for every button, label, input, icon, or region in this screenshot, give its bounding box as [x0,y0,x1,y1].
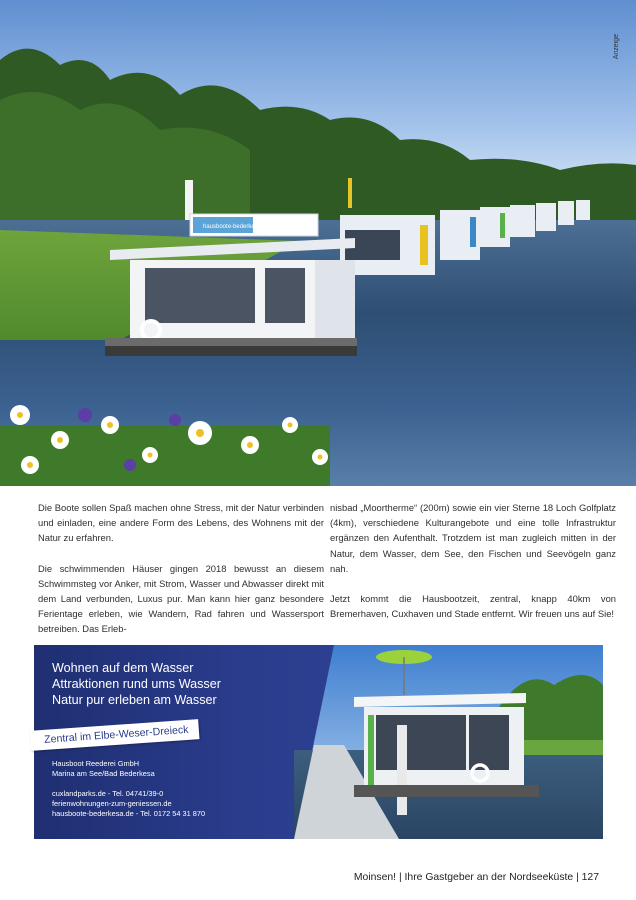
ad-contact-line[interactable]: ferienwohnungen-zum-geniessen.de [52,799,172,808]
ad-contacts [52,789,205,819]
page-footer: Moinsen! | Ihre Gastgeber an der Nordseeküste | 127 [353,872,599,883]
ad-headline-line: Attraktionen rund ums Wasser [52,677,221,691]
photo-sign-text: hausboote-bederkesa.de [203,224,270,230]
photo-houseboat-front [105,224,357,356]
anzeige-label: Anzeige [613,34,620,60]
ad-company-line: Marina am See/Bad Bederkesa [52,769,155,778]
article-paragraph: Die schwimmenden Häuser gingen 2018 bewusst an diesem Schwimmsteg vor Anker, mit Strom, Wasser und Abwasser direkt mit dem Land verbunden, Luxus pur. Man kann hier ganz besondere Ferientage erleben, wie Wandern, Rad fahren und Wassersport betreiben. Das Erleb- [38,562,324,635]
ad-photo-houseboat [294,645,603,839]
advertisement-box [34,645,603,839]
article-column-right [330,500,616,636]
article-column-left [38,500,324,652]
article-paragraph: Die Boote sollen Spaß machen ohne Stress, mit der Natur verbinden und einladen, eine andere Form des Lebens, des Wohnens mit der Natur zu erfahren. [38,502,324,544]
ad-headline-line: Natur pur erleben am Wasser [52,693,217,707]
ad-company-info [52,759,155,779]
ad-company-line: Hausboot Reederei GmbH [52,759,140,768]
article-paragraph: Jetzt kommt die Hausbootzeit, zentral, knapp 40km von Bremerhaven, Cuxhaven und Stade entfernt. Wir freuen uns auf Sie! [330,593,616,620]
ad-banner: Zentral im Elbe-Weser-Dreieck [30,719,200,751]
article-paragraph: nisbad „Moortherme“ (200m) sowie ein vier Sterne 18 Loch Golfplatz (4km), verschiedene Kulturangebote und eine tolle Infrastruktur ergänzen den Aufenthalt. Trotzdem ist man zugleich mitten in der Natur, dem Wasser, dem See, den Fischen und Seevögeln ganz nah. [330,502,616,574]
photo-flowers [0,395,360,486]
ad-headline-line: Wohnen auf dem Wasser [52,661,194,675]
ad-contact-line[interactable]: hausboote-bederkesa.de - Tel. 0172 54 31 870 [52,809,206,818]
ad-headline [52,660,221,708]
photo-houseboat-row [340,195,610,295]
ad-contact-line[interactable]: cuxlandparks.de - Tel. 04741/39-0 [52,789,164,798]
